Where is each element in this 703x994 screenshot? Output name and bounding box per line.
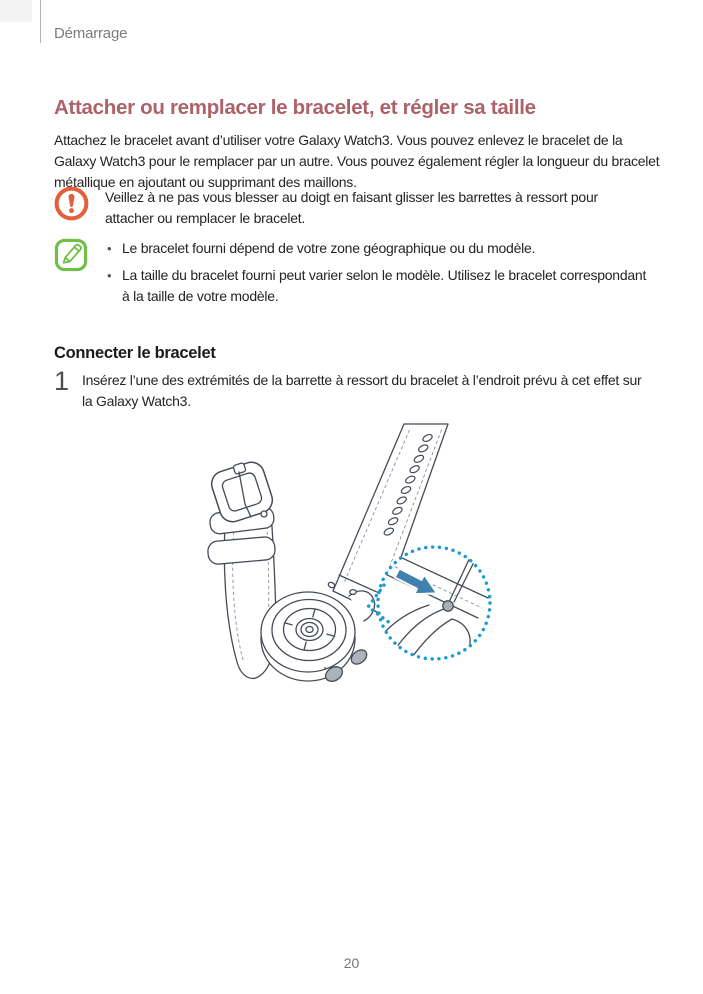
note-icon xyxy=(54,238,90,272)
page-corner-artifact xyxy=(0,0,32,22)
note-callout xyxy=(54,238,650,313)
step-number: 1 xyxy=(54,366,70,396)
step-item xyxy=(54,366,654,412)
note-bullet-1 xyxy=(105,238,650,259)
galaxy-watch3-drawing xyxy=(182,422,522,702)
strap-keeper-loop xyxy=(207,536,276,565)
warning-icon xyxy=(54,186,90,221)
intro-paragraph: Attachez le bracelet avant d’utiliser votre Galaxy Watch3. Vous pouvez enlevez le bracelet de la Galaxy Watch3 pour le remplacer par un autre. Vous pouvez également régler la longueur du bracelet métallique en ajoutant ou supprimant des maillons. xyxy=(54,132,660,190)
page-title: Attacher ou remplacer le bracelet, et régler sa taille xyxy=(54,95,536,119)
header-divider xyxy=(40,0,41,43)
note-bullet-2 xyxy=(105,265,650,307)
watch-illustration xyxy=(182,422,522,702)
note-bullet-1-text: Le bracelet fourni dépend de votre zone géographique ou du modèle. xyxy=(122,240,536,256)
page-number: 20 xyxy=(343,955,360,971)
spring-bar-pin xyxy=(443,601,453,611)
warning-text: Veillez à ne pas vous blesser au doigt en faisant glisser les barrettes à ressort pour attacher ou remplacer le bracelet. xyxy=(105,189,598,226)
section-heading: Connecter le bracelet xyxy=(54,343,216,362)
watch-body xyxy=(261,590,375,685)
step-text: Insérez l’une des extrémités de la barrette à ressort du bracelet à l’endroit prévu à cet effet sur la Galaxy Watch3. xyxy=(82,372,642,409)
note-bullet-2-text: La taille du bracelet fourni peut varier selon le modèle. Utilisez le bracelet correspondant à la taille de votre modèle. xyxy=(122,267,647,304)
breadcrumb: Démarrage xyxy=(54,25,128,42)
note-list xyxy=(105,238,650,313)
warning-callout xyxy=(54,186,650,229)
